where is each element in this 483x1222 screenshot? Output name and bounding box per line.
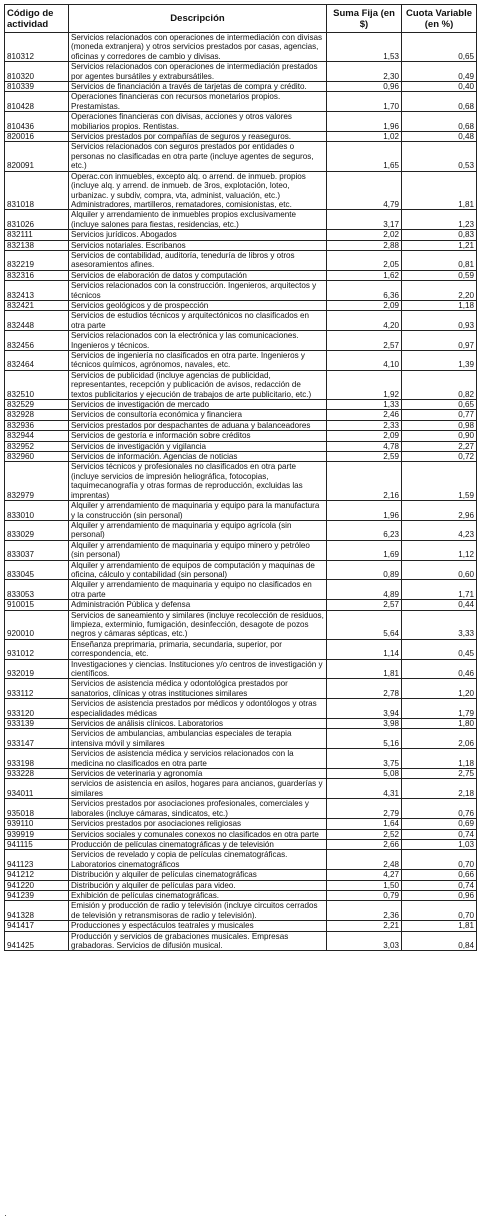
fixed-sum-value: 1,64	[327, 819, 402, 829]
table-row	[5, 931, 477, 951]
activity-description: Alquiler y arrendamiento de equipos de computación y maquinas de oficina, cálculo y contabilidad (sin personal)	[69, 560, 327, 580]
variable-rate-value: 0,48	[402, 132, 477, 142]
table-row	[5, 82, 477, 92]
activity-code: 832464	[5, 351, 69, 371]
activity-description: Servicios relacionados con operaciones de intermediación con divisas (moneda extranjera) y otros servicios prestados por casas, agencias, oficinas y corredores de cambio y divisas.	[69, 33, 327, 62]
table-row	[5, 462, 477, 501]
table-row	[5, 441, 477, 451]
activity-code: 832928	[5, 410, 69, 420]
activity-code: 831018	[5, 171, 69, 210]
variable-rate-value: 0,70	[402, 901, 477, 921]
activity-rates-table	[4, 4, 477, 951]
activity-description: Servicios de financiación a través de tarjetas de compra y crédito.	[69, 82, 327, 92]
activity-code: 810320	[5, 62, 69, 82]
tariff-sheet	[4, 4, 476, 951]
activity-description: Servicios de gestoría e información sobre créditos	[69, 431, 327, 441]
variable-rate-value: 1,18	[402, 749, 477, 769]
activity-description: Servicios de asistencia médica y odontológica prestados por sanatorios, clínicas y otras instituciones similares	[69, 679, 327, 699]
table-row	[5, 331, 477, 351]
variable-rate-value: 0,96	[402, 890, 477, 900]
activity-code: 832316	[5, 270, 69, 280]
fixed-sum-value: 2,33	[327, 420, 402, 430]
activity-code: 941425	[5, 931, 69, 951]
variable-rate-value: 1,39	[402, 351, 477, 371]
activity-description: servicios de asistencia en asilos, hogares para ancianos, guarderías y similares	[69, 779, 327, 799]
activity-code: 933198	[5, 749, 69, 769]
variable-rate-value: 0,84	[402, 931, 477, 951]
fixed-sum-value: 0,89	[327, 560, 402, 580]
table-row	[5, 142, 477, 171]
variable-rate-value: 1,18	[402, 300, 477, 310]
activity-description: Servicios de estudios técnicos y arquitectónicos no clasificados en otra parte	[69, 311, 327, 331]
activity-description: Servicios relacionados con la construcción. Ingenieros, arquitectos y técnicos	[69, 281, 327, 301]
activity-code: 941239	[5, 890, 69, 900]
table-row	[5, 719, 477, 729]
activity-description: Servicios de contabilidad, auditoría, teneduría de libros y otros asesoramientos afines.	[69, 250, 327, 270]
fixed-sum-value: 2,57	[327, 331, 402, 351]
table-row	[5, 560, 477, 580]
fixed-sum-value: 4,78	[327, 441, 402, 451]
variable-rate-value: 1,23	[402, 210, 477, 230]
activity-description: Distribución y alquiler de películas cinematográficas	[69, 870, 327, 880]
activity-description: Servicios prestados por asociaciones profesionales, comerciales y laborales (incluye cámaras, sindicatos, etc.)	[69, 799, 327, 819]
variable-rate-value: 1,59	[402, 462, 477, 501]
variable-rate-value: 0,81	[402, 250, 477, 270]
activity-description: Alquiler y arrendamiento de maquinaria y equipo agrícola (sin personal)	[69, 520, 327, 540]
activity-code: 833037	[5, 540, 69, 560]
activity-description: Servicios prestados por compañías de seguros y reaseguros.	[69, 132, 327, 142]
activity-description: Servicios relacionados con operaciones de intermediación prestados por agentes bursátiles y extrabursátiles.	[69, 62, 327, 82]
variable-rate-value: 0,44	[402, 600, 477, 610]
variable-rate-value: 0,66	[402, 870, 477, 880]
variable-rate-value: 0,82	[402, 370, 477, 399]
table-row	[5, 779, 477, 799]
fixed-sum-value: 1,81	[327, 659, 402, 679]
variable-rate-value: 0,74	[402, 880, 477, 890]
activity-description: Alquiler y arrendamiento de maquinaria y equipo para la manufactura y la construcción (sin personal)	[69, 501, 327, 521]
activity-description: Alquiler y arrendamiento de inmuebles propios exclusivamente (incluye salones para fiestas, residencias, etc.)	[69, 210, 327, 230]
fixed-sum-value: 1,53	[327, 33, 402, 62]
table-row	[5, 921, 477, 931]
activity-code: 833010	[5, 501, 69, 521]
fixed-sum-value: 3,75	[327, 749, 402, 769]
table-row	[5, 729, 477, 749]
variable-rate-value: 0,65	[402, 33, 477, 62]
fixed-sum-value: 1,33	[327, 400, 402, 410]
variable-rate-value: 0,74	[402, 829, 477, 839]
table-row	[5, 351, 477, 371]
variable-rate-value: 0,69	[402, 819, 477, 829]
table-row	[5, 520, 477, 540]
fixed-sum-value: 2,09	[327, 300, 402, 310]
fixed-sum-value: 2,05	[327, 250, 402, 270]
activity-description: Operac.con inmuebles, excepto alq. o arrend. de inmueb. propios (incluye alq. y arrend. de inmueb. de 3ros, explotación, loteo, urbanizac. y subdiv, compra, vta, administ, valuación, etc.) Administradores, martilleros, rematadores, comisionistas, etc.	[69, 171, 327, 210]
activity-code: 931012	[5, 639, 69, 659]
variable-rate-value: 0,90	[402, 431, 477, 441]
fixed-sum-value: 0,79	[327, 890, 402, 900]
variable-rate-value: 0,98	[402, 420, 477, 430]
fixed-sum-value: 1,96	[327, 112, 402, 132]
variable-rate-value: 0,68	[402, 112, 477, 132]
activity-description: Servicios prestados por asociaciones religiosas	[69, 819, 327, 829]
activity-code: 832138	[5, 240, 69, 250]
activity-code: 941115	[5, 839, 69, 849]
activity-code: 833053	[5, 580, 69, 600]
variable-rate-value: 0,72	[402, 452, 477, 462]
fixed-sum-value: 6,23	[327, 520, 402, 540]
header-description: Descripción	[69, 5, 327, 33]
table-row	[5, 281, 477, 301]
activity-code: 920010	[5, 610, 69, 639]
activity-code: 832936	[5, 420, 69, 430]
table-row	[5, 829, 477, 839]
activity-description: Servicios prestados por despachantes de aduana y balanceadores	[69, 420, 327, 430]
fixed-sum-value: 4,31	[327, 779, 402, 799]
activity-description: Servicios de investigación de mercado	[69, 400, 327, 410]
activity-description: Producción de películas cinematográficas y de televisión	[69, 839, 327, 849]
activity-code: 831026	[5, 210, 69, 230]
variable-rate-value: 1,81	[402, 171, 477, 210]
variable-rate-value: 0,70	[402, 850, 477, 870]
activity-description: Distribución y alquiler de películas para video.	[69, 880, 327, 890]
activity-code: 832413	[5, 281, 69, 301]
table-row	[5, 659, 477, 679]
fixed-sum-value: 1,92	[327, 370, 402, 399]
table-row	[5, 839, 477, 849]
activity-description: Alquiler y arrendamiento de maquinaria y equipo no clasificados en otra parte	[69, 580, 327, 600]
table-row	[5, 300, 477, 310]
table-row	[5, 112, 477, 132]
activity-code: 933139	[5, 719, 69, 729]
variable-rate-value: 2,20	[402, 281, 477, 301]
variable-rate-value: 1,03	[402, 839, 477, 849]
table-row	[5, 901, 477, 921]
activity-code: 810339	[5, 82, 69, 92]
variable-rate-value: 0,97	[402, 331, 477, 351]
activity-code: 933112	[5, 679, 69, 699]
table-row	[5, 580, 477, 600]
table-row	[5, 210, 477, 230]
variable-rate-value: 0,77	[402, 410, 477, 420]
activity-code: 832510	[5, 370, 69, 399]
fixed-sum-value: 4,79	[327, 171, 402, 210]
activity-description: Operaciones financieras con recursos monetarios propios. Prestamistas.	[69, 92, 327, 112]
variable-rate-value: 1,20	[402, 679, 477, 699]
variable-rate-value: 0,76	[402, 799, 477, 819]
fixed-sum-value: 5,64	[327, 610, 402, 639]
activity-description: Producciones y espectáculos teatrales y musicales	[69, 921, 327, 931]
variable-rate-value: 1,79	[402, 699, 477, 719]
table-row	[5, 240, 477, 250]
activity-description: Servicios de saneamiento y similares (incluye recolección de residuos, limpieza, exterminio, fumigación, desinfección, desagote de pozos negros y cámaras sépticas, etc.)	[69, 610, 327, 639]
table-row	[5, 880, 477, 890]
activity-code: 832952	[5, 441, 69, 451]
fixed-sum-value: 3,98	[327, 719, 402, 729]
fixed-sum-value: 5,16	[327, 729, 402, 749]
activity-description: Servicios jurídicos. Abogados	[69, 230, 327, 240]
table-row	[5, 62, 477, 82]
activity-description: Servicios de asistencia médica y servicios relacionados con la medicina no clasificados en otra parte	[69, 749, 327, 769]
variable-rate-value: 3,33	[402, 610, 477, 639]
fixed-sum-value: 2,78	[327, 679, 402, 699]
table-row	[5, 870, 477, 880]
fixed-sum-value: 3,17	[327, 210, 402, 230]
activity-code: 910015	[5, 600, 69, 610]
table-row	[5, 92, 477, 112]
table-row	[5, 132, 477, 142]
fixed-sum-value: 2,09	[327, 431, 402, 441]
header-fixed-sum: Suma Fija (en $)	[327, 5, 402, 33]
fixed-sum-value: 1,96	[327, 501, 402, 521]
variable-rate-value: 4,23	[402, 520, 477, 540]
fixed-sum-value: 2,52	[327, 829, 402, 839]
activity-code: 941328	[5, 901, 69, 921]
activity-code: 810312	[5, 33, 69, 62]
table-row	[5, 452, 477, 462]
table-row	[5, 400, 477, 410]
activity-description: Servicios relacionados con seguros prestados por entidades o personas no clasificadas en otra parte (incluye agentes de seguros, etc.)	[69, 142, 327, 171]
fixed-sum-value: 1,70	[327, 92, 402, 112]
activity-code: 941417	[5, 921, 69, 931]
fixed-sum-value: 2,30	[327, 62, 402, 82]
fixed-sum-value: 4,10	[327, 351, 402, 371]
activity-code: 934011	[5, 779, 69, 799]
activity-description: Servicios de información. Agencias de noticias	[69, 452, 327, 462]
variable-rate-value: 1,12	[402, 540, 477, 560]
fixed-sum-value: 2,16	[327, 462, 402, 501]
table-row	[5, 639, 477, 659]
fixed-sum-value: 1,65	[327, 142, 402, 171]
activity-code: 941212	[5, 870, 69, 880]
activity-code: 832219	[5, 250, 69, 270]
activity-code: 832529	[5, 400, 69, 410]
table-row	[5, 250, 477, 270]
table-row	[5, 370, 477, 399]
activity-description: Servicios técnicos y profesionales no clasificados en otra parte (incluye servicios de impresión heliográfica, fotocopias, taquimecanografía y otras formas de reproducción, excluidas las imprentas)	[69, 462, 327, 501]
activity-code: 820016	[5, 132, 69, 142]
variable-rate-value: 0,68	[402, 92, 477, 112]
activity-description: Producción y servicios de grabaciones musicales. Empresas grabadoras. Servicios de difusión musical.	[69, 931, 327, 951]
fixed-sum-value: 3,94	[327, 699, 402, 719]
variable-rate-value: 0,83	[402, 230, 477, 240]
fixed-sum-value: 2,88	[327, 240, 402, 250]
activity-description: Servicios de revelado y copia de películas cinematográficas. Laboratorios cinematográficos	[69, 850, 327, 870]
activity-description: Administración Pública y defensa	[69, 600, 327, 610]
activity-code: 820091	[5, 142, 69, 171]
fixed-sum-value: 2,21	[327, 921, 402, 931]
variable-rate-value: 0,40	[402, 82, 477, 92]
header-code: Código de actividad	[5, 5, 69, 33]
activity-description: Investigaciones y ciencias. Instituciones y/o centros de investigación y científicos.	[69, 659, 327, 679]
activity-description: Servicios de publicidad (incluye agencias de publicidad, representantes, recepción y publicación de avisos, redacción de textos publicitarios y ejecución de trabajos de arte publicitario, etc.)	[69, 370, 327, 399]
table-row	[5, 171, 477, 210]
activity-code: 810428	[5, 92, 69, 112]
table-row	[5, 890, 477, 900]
variable-rate-value: 2,96	[402, 501, 477, 521]
fixed-sum-value: 2,46	[327, 410, 402, 420]
activity-code: 832979	[5, 462, 69, 501]
activity-code: 939919	[5, 829, 69, 839]
fixed-sum-value: 2,57	[327, 600, 402, 610]
variable-rate-value: 0,93	[402, 311, 477, 331]
variable-rate-value: 2,27	[402, 441, 477, 451]
activity-description: Enseñanza preprimaria, primaria, secundaria, superior, por correspondencia, etc.	[69, 639, 327, 659]
fixed-sum-value: 1,62	[327, 270, 402, 280]
variable-rate-value: 0,46	[402, 659, 477, 679]
fixed-sum-value: 2,36	[327, 901, 402, 921]
activity-code: 832456	[5, 331, 69, 351]
variable-rate-value: 0,53	[402, 142, 477, 171]
fixed-sum-value: 5,08	[327, 769, 402, 779]
fixed-sum-value: 3,03	[327, 931, 402, 951]
table-row	[5, 230, 477, 240]
table-body	[5, 33, 477, 951]
variable-rate-value: 1,21	[402, 240, 477, 250]
activity-description: Servicios de investigación y vigilancia	[69, 441, 327, 451]
activity-description: Servicios de ambulancias, ambulancias especiales de terapia intensiva móvil y similares	[69, 729, 327, 749]
table-row	[5, 769, 477, 779]
activity-description: Operaciones financieras con divisas, acciones y otros valores mobiliarios propios. Rentistas.	[69, 112, 327, 132]
fixed-sum-value: 1,14	[327, 639, 402, 659]
activity-code: 833029	[5, 520, 69, 540]
activity-description: Servicios de ingeniería no clasificados en otra parte. Ingenieros y técnicos químicos, agrónomos, navales, etc.	[69, 351, 327, 371]
fixed-sum-value: 2,48	[327, 850, 402, 870]
activity-description: Servicios de asistencia prestados por médicos y odontólogos y otras especialidades médicas	[69, 699, 327, 719]
fixed-sum-value: 2,66	[327, 839, 402, 849]
table-row	[5, 501, 477, 521]
header-row	[5, 5, 477, 33]
variable-rate-value: 0,49	[402, 62, 477, 82]
table-row	[5, 819, 477, 829]
fixed-sum-value: 1,69	[327, 540, 402, 560]
table-row	[5, 610, 477, 639]
table-row	[5, 33, 477, 62]
table-row	[5, 679, 477, 699]
activity-code: 833045	[5, 560, 69, 580]
variable-rate-value: 2,06	[402, 729, 477, 749]
fixed-sum-value: 1,02	[327, 132, 402, 142]
fixed-sum-value: 1,50	[327, 880, 402, 890]
fixed-sum-value: 6,36	[327, 281, 402, 301]
activity-description: Alquiler y arrendamiento de maquinaria y equipo minero y petróleo (sin personal)	[69, 540, 327, 560]
activity-code: 832944	[5, 431, 69, 441]
activity-code: 933147	[5, 729, 69, 749]
activity-code: 932019	[5, 659, 69, 679]
table-row	[5, 431, 477, 441]
footer-mark: ·	[4, 1210, 7, 1220]
table-row	[5, 699, 477, 719]
variable-rate-value: 2,18	[402, 779, 477, 799]
variable-rate-value: 1,81	[402, 921, 477, 931]
table-row	[5, 600, 477, 610]
variable-rate-value: 0,65	[402, 400, 477, 410]
activity-code: 941123	[5, 850, 69, 870]
header-variable-rate: Cuota Variable (en %)	[402, 5, 477, 33]
activity-description: Exhibición de películas cinematográficas.	[69, 890, 327, 900]
variable-rate-value: 0,60	[402, 560, 477, 580]
activity-description: Servicios sociales y comunales conexos no clasificados en otra parte	[69, 829, 327, 839]
activity-description: Servicios de veterinaria y agronomía	[69, 769, 327, 779]
activity-code: 832111	[5, 230, 69, 240]
activity-code: 832448	[5, 311, 69, 331]
activity-code: 810436	[5, 112, 69, 132]
activity-description: Servicios de consultoría económica y financiera	[69, 410, 327, 420]
variable-rate-value: 2,75	[402, 769, 477, 779]
fixed-sum-value: 2,59	[327, 452, 402, 462]
activity-code: 933120	[5, 699, 69, 719]
activity-code: 933228	[5, 769, 69, 779]
activity-description: Servicios de elaboración de datos y computación	[69, 270, 327, 280]
table-row	[5, 850, 477, 870]
activity-code: 935018	[5, 799, 69, 819]
activity-description: Servicios de análisis clínicos. Laboratorios	[69, 719, 327, 729]
activity-code: 939110	[5, 819, 69, 829]
fixed-sum-value: 4,89	[327, 580, 402, 600]
table-row	[5, 311, 477, 331]
fixed-sum-value: 4,20	[327, 311, 402, 331]
activity-code: 832421	[5, 300, 69, 310]
activity-code: 941220	[5, 880, 69, 890]
table-row	[5, 410, 477, 420]
fixed-sum-value: 2,79	[327, 799, 402, 819]
table-row	[5, 270, 477, 280]
table-row	[5, 420, 477, 430]
activity-description: Servicios geológicos y de prospección	[69, 300, 327, 310]
activity-description: Servicios relacionados con la electrónica y las comunicaciones. Ingenieros y técnicos.	[69, 331, 327, 351]
activity-description: Servicios notariales. Escribanos	[69, 240, 327, 250]
fixed-sum-value: 2,02	[327, 230, 402, 240]
activity-code: 832960	[5, 452, 69, 462]
variable-rate-value: 0,45	[402, 639, 477, 659]
table-row	[5, 540, 477, 560]
variable-rate-value: 1,71	[402, 580, 477, 600]
activity-description: Emisión y producción de radio y televisión (incluye circuitos cerrados de televisión y retransmisoras de radio y televisión).	[69, 901, 327, 921]
fixed-sum-value: 0,96	[327, 82, 402, 92]
variable-rate-value: 0,59	[402, 270, 477, 280]
variable-rate-value: 1,80	[402, 719, 477, 729]
table-row	[5, 799, 477, 819]
fixed-sum-value: 4,27	[327, 870, 402, 880]
table-row	[5, 749, 477, 769]
